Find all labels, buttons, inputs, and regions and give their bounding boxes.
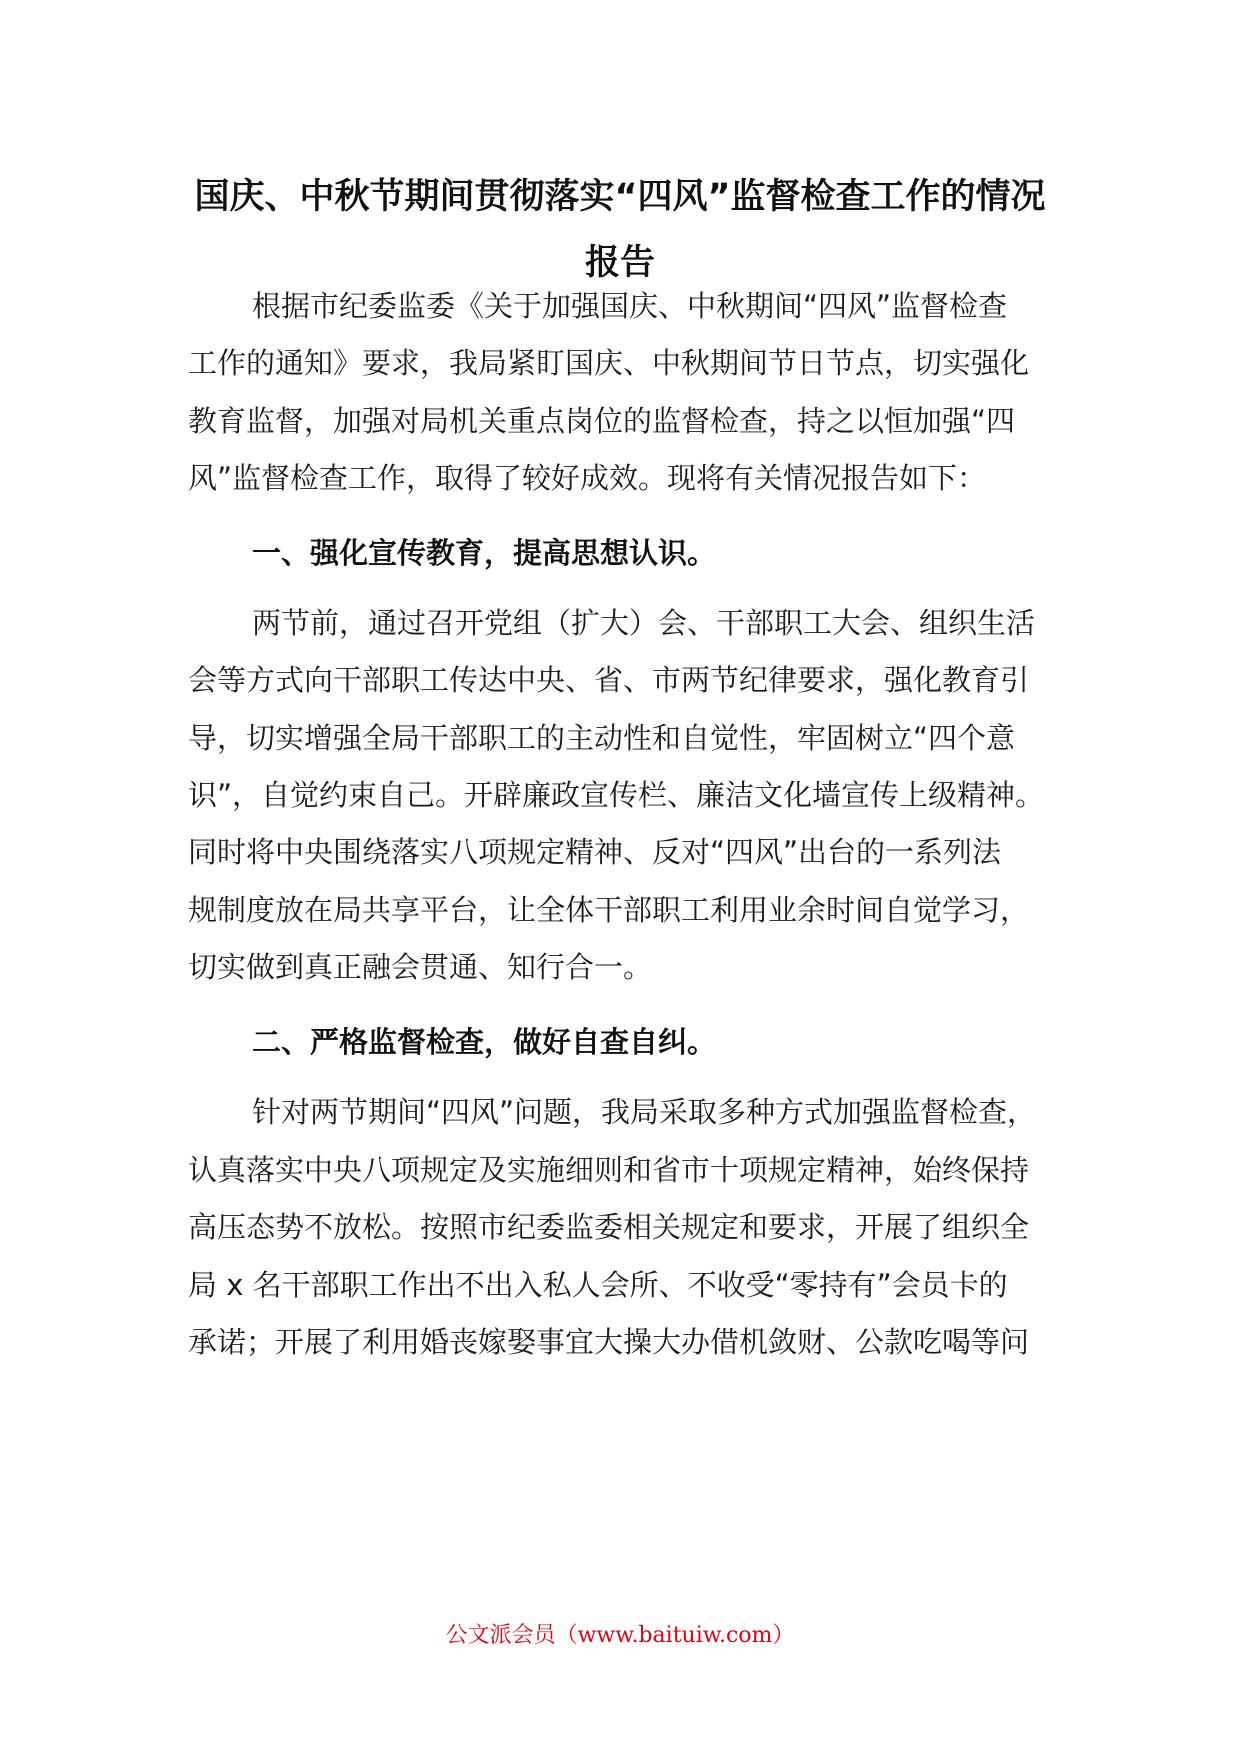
document-title-line-1: 国庆、中秋节期间贯彻落实“四风”监督检查工作的情况	[194, 177, 1046, 217]
section-1-heading: 一、强化宣传教育，提高思想认识。	[252, 536, 717, 570]
watermark-footer: 公文派会员（www.baituiw.com）	[445, 1623, 795, 1648]
section-1-line-1: 两节前，通过召开党组（扩大）会、干部职工大会、组织生活	[252, 606, 1036, 640]
section-1-line-4: 识”，自觉约束自己。开辟廉政宣传栏、廉洁文化墙宣传上级精神。	[188, 778, 1045, 812]
section-2-line-5: 承诺；开展了利用婚丧嫁娶事宜大操大办借机敛财、公款吃喝等问	[188, 1325, 1030, 1359]
intro-line-2: 工作的通知》要求，我局紧盯国庆、中秋期间节日节点，切实强化	[188, 346, 1030, 380]
section-2-line-2: 认真落实中央八项规定及实施细则和省市十项规定精神，始终保持	[188, 1153, 1030, 1187]
section-2-heading: 二、严格监督检查，做好自查自纠。	[252, 1025, 717, 1059]
section-1-line-6: 规制度放在局共享平台，让全体干部职工利用业余时间自觉学习，	[188, 893, 1030, 927]
section-2-line-4: 局 x 名干部职工作出不出入私人会所、不收受“零持有”会员卡的	[188, 1268, 1008, 1302]
section-1-line-2: 会等方式向干部职工传达中央、省、市两节纪律要求，强化教育引	[188, 663, 1030, 697]
intro-line-1: 根据市纪委监委《关于加强国庆、中秋期间“四风”监督检查	[252, 289, 1008, 323]
section-2-line-1: 针对两节期间“四风”问题，我局采取多种方式加强监督检查，	[252, 1095, 1037, 1129]
section-1-line-7: 切实做到真正融会贯通、知行合一。	[188, 950, 653, 984]
section-1-line-3: 导，切实增强全局干部职工的主动性和自觉性，牢固树立“四个意	[188, 721, 1016, 755]
section-1-line-5: 同时将中央围绕落实八项规定精神、反对“四风”出台的一系列法	[188, 835, 1002, 869]
section-2-line-3: 高压态势不放松。按照市纪委监委相关规定和要求，开展了组织全	[188, 1210, 1030, 1244]
intro-line-4: 风”监督检查工作，取得了较好成效。现将有关情况报告如下：	[188, 461, 987, 495]
document-title-line-2: 报告	[584, 243, 655, 283]
intro-line-3: 教育监督，加强对局机关重点岗位的监督检查，持之以恒加强“四	[188, 404, 1016, 438]
